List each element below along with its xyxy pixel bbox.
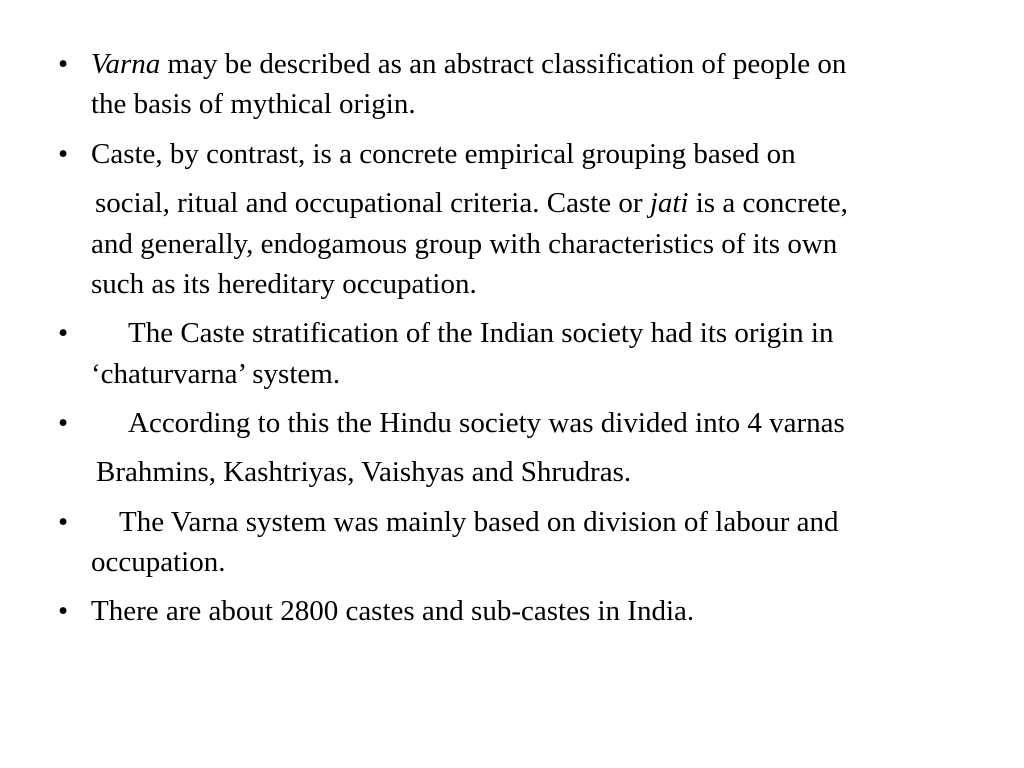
bullet-2-line-3: and generally, endogamous group with characteristics of its own [91, 228, 838, 260]
bullet-3-line-2: ‘chaturvarna’ system. [91, 358, 341, 390]
term-varna: Varna [91, 48, 161, 80]
bullet-4-line-2: Brahmins, Kashtriyas, Vaishyas and Shrudras. [96, 456, 632, 488]
bullet-2-line-4: such as its hereditary occupation. [91, 268, 477, 300]
bullet-2-line-2-post: is a concrete, [688, 187, 848, 219]
bullet-marker: • [58, 407, 69, 439]
bullet-5-line-2: occupation. [91, 546, 226, 578]
bullet-2-line-2 [95, 185, 848, 221]
bullet-marker: • [58, 506, 69, 538]
bullet-2-line-2-pre: social, ritual and occupational criteria. Caste or [95, 187, 650, 219]
bullet-6-line-1: There are about 2800 castes and sub-castes in India. [91, 595, 695, 627]
bullet-marker: • [58, 138, 69, 170]
bullet-3-line-1: The Caste stratification of the Indian society had its origin in [128, 317, 834, 349]
bullet-marker: • [58, 48, 69, 80]
bullet-1-line-1 [91, 46, 846, 82]
bullet-2-line-1: Caste, by contrast, is a concrete empirical grouping based on [91, 138, 796, 170]
bullet-4-line-1: According to this the Hindu society was divided into 4 varnas [128, 407, 845, 439]
bullet-1-text: may be described as an abstract classification of people on [160, 48, 847, 80]
bullet-marker: • [58, 595, 69, 627]
bullet-marker: • [58, 317, 69, 349]
term-jati: jati [649, 187, 689, 219]
bullet-1-line-2: the basis of mythical origin. [91, 88, 416, 120]
bullet-5-line-1: The Varna system was mainly based on division of labour and [119, 506, 839, 538]
